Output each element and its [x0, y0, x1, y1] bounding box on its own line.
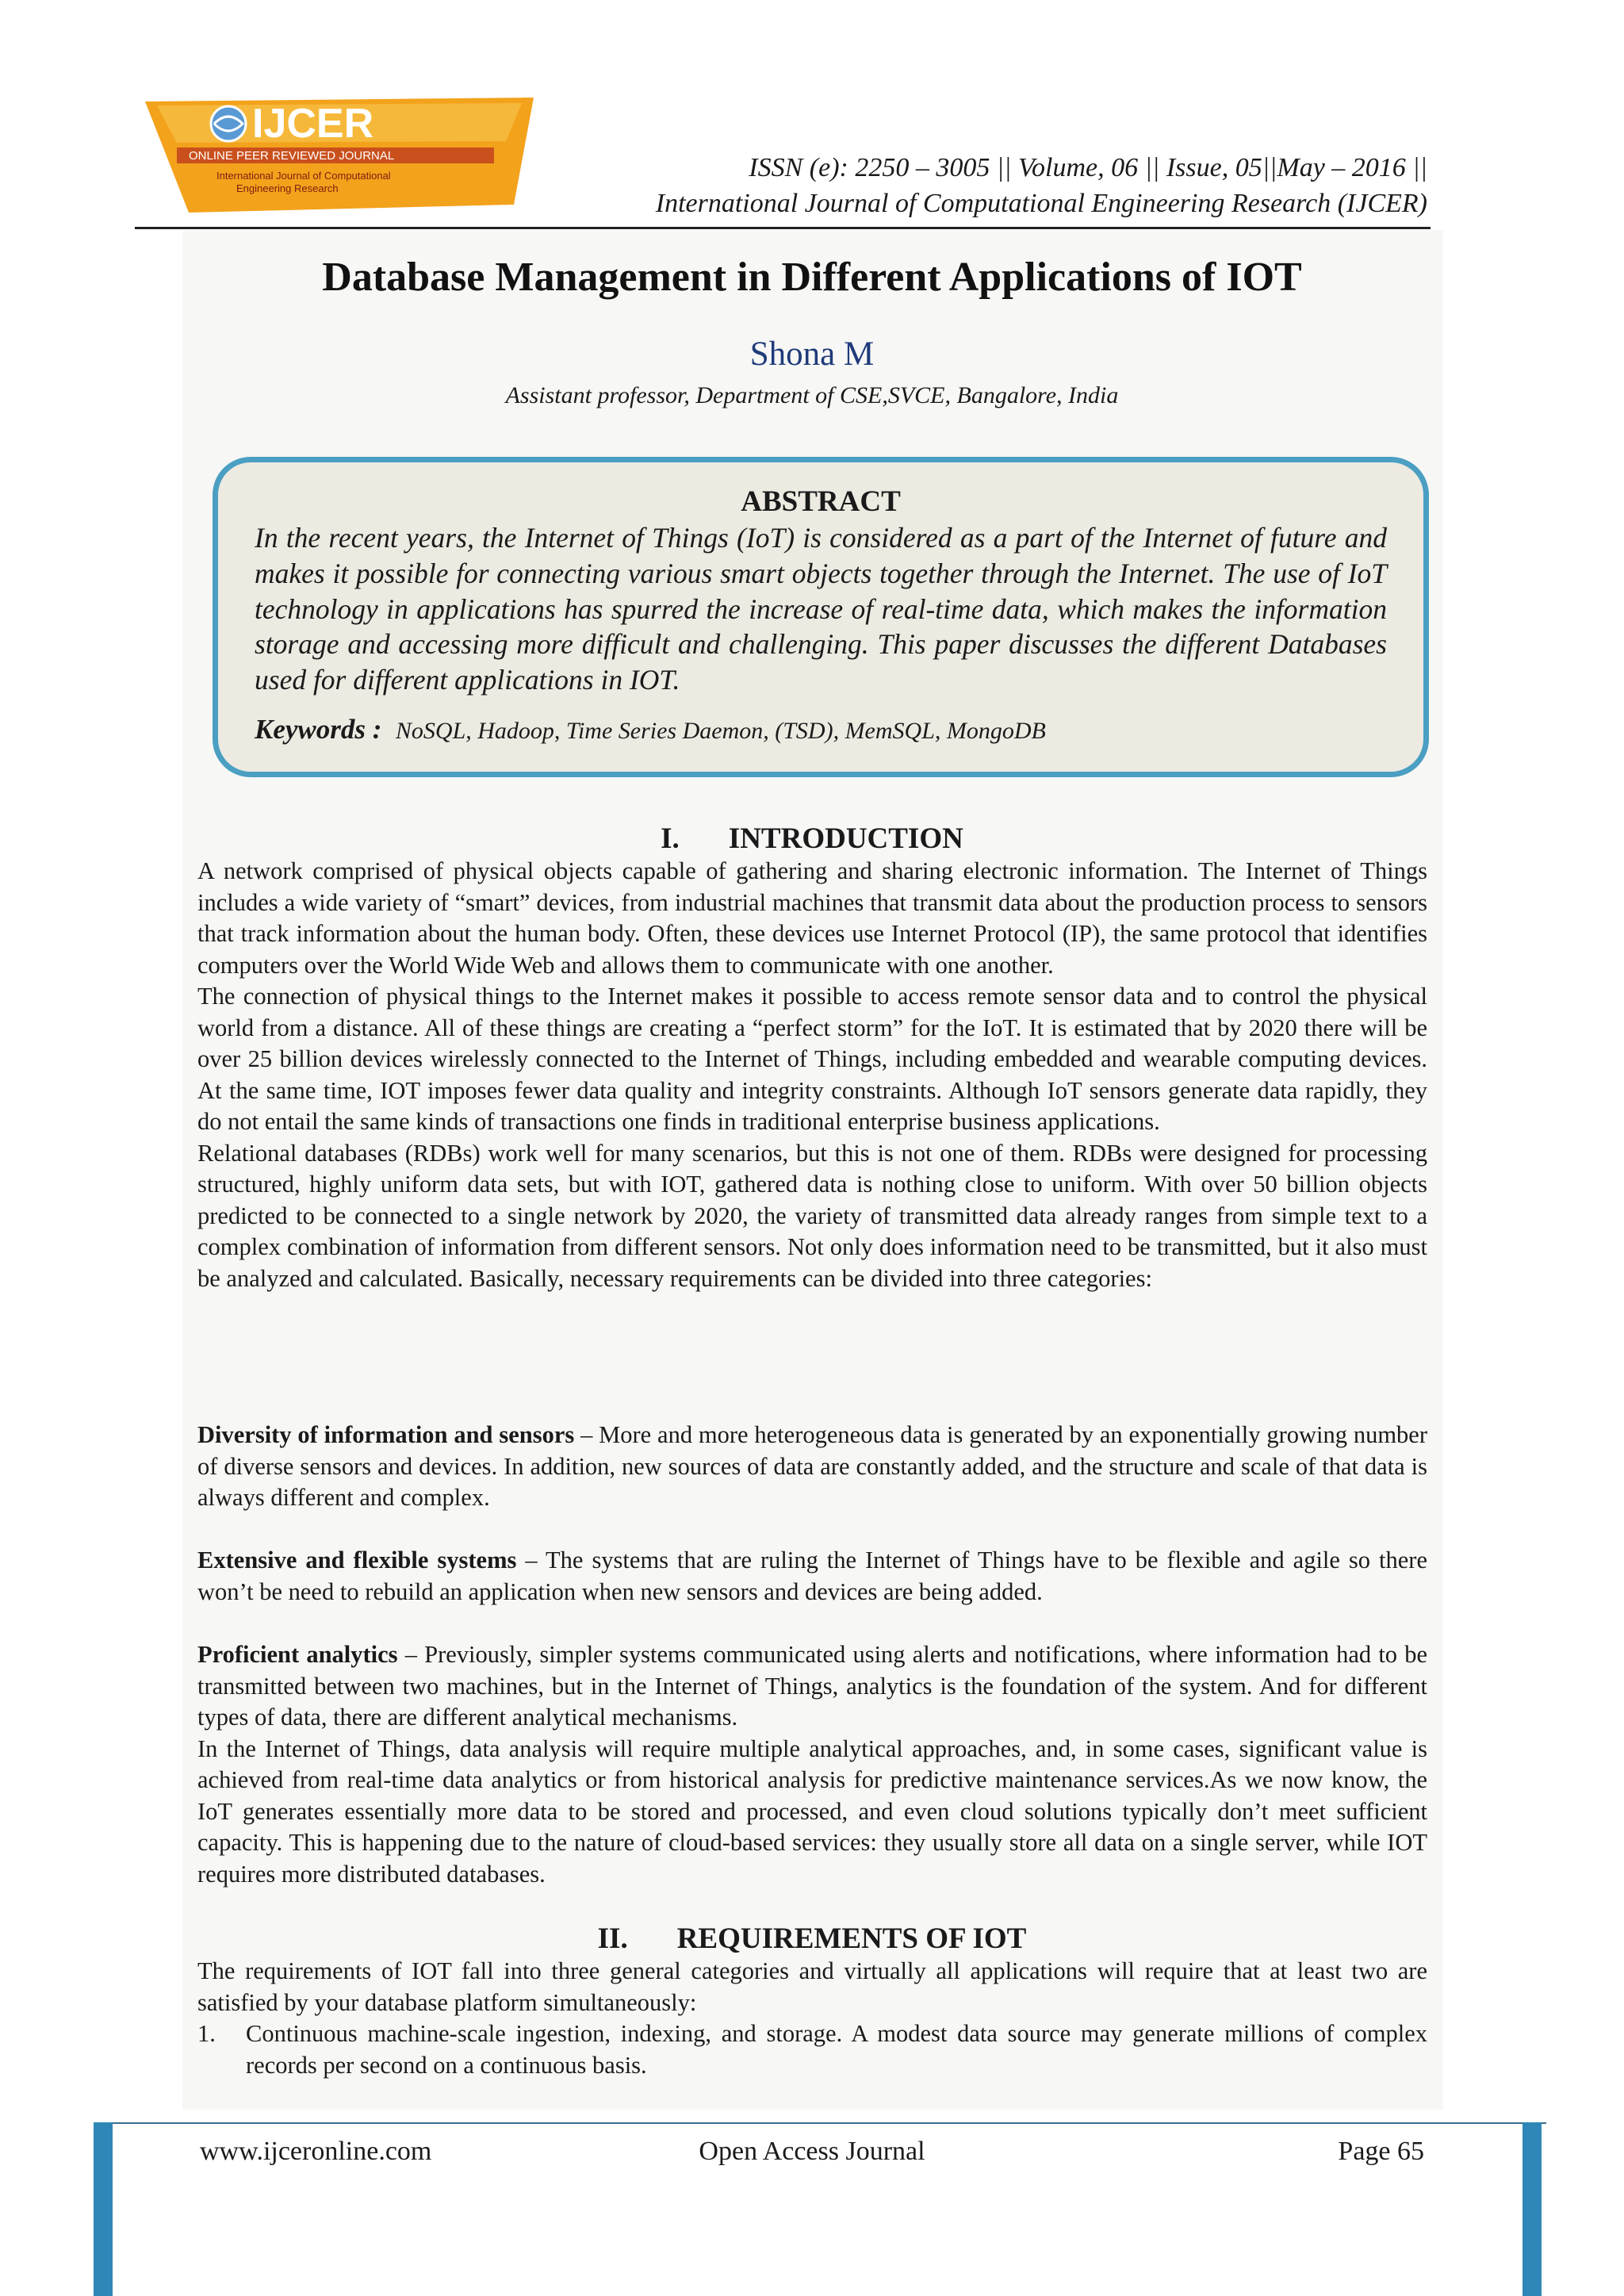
section-1-block-b [197, 1420, 1427, 1514]
diversity-text: – More and more heterogeneous data is generated by an exponentially growing number of diverse sensors and devices. In addition, new sources of data are constantly added, and the structure and scale of that data is always different and complex. [197, 1421, 1427, 1511]
section-1-block-d [197, 1639, 1427, 1890]
section-2-block [197, 1956, 1427, 2018]
footer-website-link[interactable]: www.ijceronline.com [200, 2137, 432, 2166]
header-rule [135, 227, 1431, 229]
diversity-label: Diversity of information and sensors [197, 1421, 575, 1448]
keywords-line [255, 714, 1387, 746]
logo-tagline: ONLINE PEER REVIEWED JOURNAL [189, 149, 395, 163]
footer-page-number: Page 65 [1338, 2137, 1424, 2166]
issn-line: ISSN (e): 2250 – 3005 || Volume, 06 || Issue, 05||May – 2016 || [749, 153, 1427, 182]
paper-title: Database Management in Different Applications of IOT [322, 255, 1302, 300]
logo-subtitle-2: Engineering Research [236, 182, 339, 194]
section-2-heading [0, 1922, 1624, 1956]
abstract-box [213, 457, 1429, 777]
abstract-heading: ABSTRACT [741, 485, 901, 518]
section-2-title: REQUIREMENTS OF IOT [676, 1922, 1027, 1955]
footer-rule [94, 2122, 1546, 2124]
section-1-block-c [197, 1545, 1427, 1608]
author-affiliation: Assistant professor, Department of CSE,SVCE, Bangalore, India [505, 382, 1119, 408]
list-item-number: 1. [197, 2020, 216, 2047]
section-1-block-a [197, 856, 1427, 1294]
proficient-label: Proficient analytics [197, 1641, 398, 1668]
intro-paragraph-3: Relational databases (RDBs) work well for many scenarios, but this is not one of them. RDBs were designed for processing structured, highly uniform data sets, but with IOT, gathered data is nothing close to uniform. With over 50 billion objects predicted to be connected to a single network by 2020, the variety of transmitted data already ranges from simple text to a complex combination of information from different sensors. Not only does information need to be transmitted, but it also must be analyzed and calculated. Basically, necessary requirements can be divided into three categories: [197, 1139, 1427, 1292]
requirements-paragraph: The requirements of IOT fall into three general categories and virtually all applications will require that at least two are satisfied by your database platform simultaneously: [197, 1957, 1427, 2016]
extensive-label: Extensive and flexible systems [197, 1547, 517, 1573]
list-item [197, 2018, 1427, 2081]
intro-paragraph-2: The connection of physical things to the Internet makes it possible to access remote sensor data and to control the physical world from a distance. All of these things are creating a “perfect storm” for the IoT. It is estimated that by 2020 there will be over 25 billion devices wirelessly connected to the Internet of Things, including embedded and wearable computing devices. At the same time, IOT imposes fewer data quality and integrity constraints. Although IoT sensors generate data rapidly, they do not entail the same kinds of transactions one finds in traditional enterprise business applications. [197, 983, 1427, 1135]
logo-subtitle-1: International Journal of Computational [216, 170, 391, 182]
journal-logo [141, 94, 538, 213]
diversity-paragraph [197, 1420, 1427, 1514]
extensive-text: – The systems that are ruling the Internet of Things have to be flexible and agile so there won’t be need to rebuild an application when new sensors and devices are being added. [197, 1547, 1427, 1605]
section-1-heading [0, 822, 1624, 856]
proficient-text: – Previously, simpler systems communicated using alerts and notifications, where information had to be transmitted between two machines, but in the Internet of Things, analytics is the foundation of the system. And for different types of data, there are different analytical mechanisms. [197, 1641, 1427, 1731]
section-2-number: II. [597, 1922, 628, 1955]
abstract-text: In the recent years, the Internet of Things (IoT) is considered as a part of the Internet of future and makes it possible for connecting various smart objects together through the Internet. The use of IoT technology in applications has spurred the increase of real-time data, which makes the information storage and accessing more difficult and challenging. This paper discusses the different Databases used for different applications in IOT. [255, 522, 1387, 696]
logo-name: IJCER [252, 101, 374, 147]
keywords-label: Keywords : [255, 713, 382, 745]
intro-paragraph-7: In the Internet of Things, data analysis will require multiple analytical approaches, and, in some cases, significant value is achieved from real-time data analytics or from historical analysis for predictive maintenance services.As we now know, the IoT generates essentially more data to be stored and processed, and even cloud solutions typically don’t meet sufficient capacity. This is happening due to the nature of cloud-based services: they usually store all data on a single server, while IOT requires more distributed databases. [197, 1734, 1427, 1888]
footer-journal-type: Open Access Journal [699, 2137, 925, 2166]
section-1-number: I. [661, 822, 680, 855]
intro-paragraph-1: A network comprised of physical objects capable of gathering and sharing electronic information. The Internet of Things includes a wide variety of “smart” devices, from industrial machines that transmit data about the production process to sensors that track information about the human body. Often, these devices use Internet Protocol (IP), the same protocol that identifies computers over the World Wide Web and allows them to communicate with one another. [197, 857, 1427, 979]
author-name: Shona M [749, 335, 875, 373]
extensive-paragraph [197, 1545, 1427, 1608]
section-1-title: INTRODUCTION [728, 822, 963, 855]
journal-name: International Journal of Computational Engineering Research (IJCER) [655, 189, 1427, 218]
list-item-text: Continuous machine-scale ingestion, indexing, and storage. A modest data source may generate millions of complex records per second on a continuous basis. [246, 2020, 1427, 2079]
keywords-list: NoSQL, Hadoop, Time Series Daemon, (TSD), MemSQL, MongoDB [395, 717, 1046, 744]
proficient-paragraph [197, 1639, 1427, 1734]
